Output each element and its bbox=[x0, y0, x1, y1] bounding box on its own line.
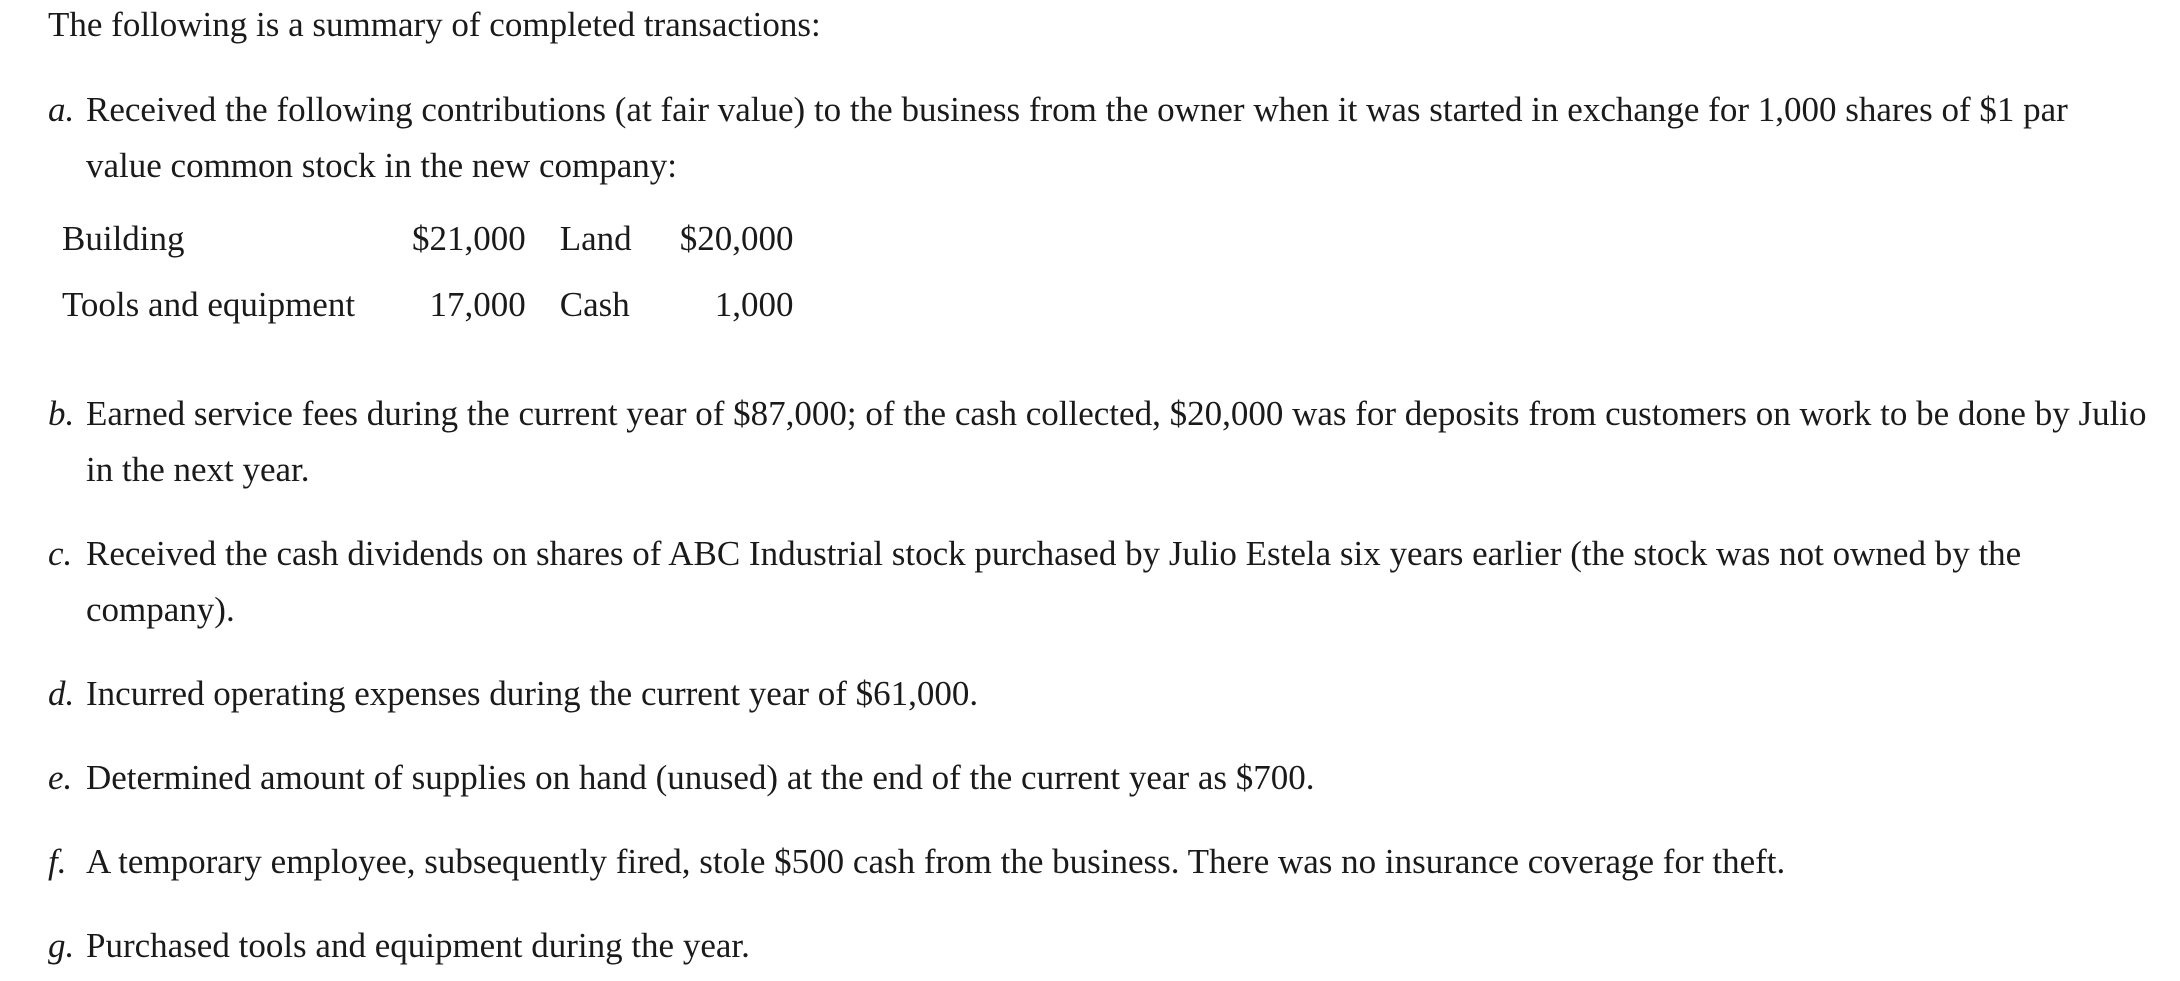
transaction-a bbox=[48, 82, 2148, 194]
contribution-label: Cash bbox=[559, 285, 630, 324]
item-text: Determined amount of supplies on hand (unused) at the end of the current year as $700. bbox=[86, 758, 1315, 797]
item-text: Received the following contributions (at fair value) to the business from the owner when it was started in exchange for 1,000 shares of $1 par value common stock in the new company: bbox=[86, 90, 2068, 185]
table-row bbox=[62, 206, 794, 272]
table-row bbox=[62, 272, 794, 338]
intro-text: The following is a summary of completed transactions: bbox=[48, 5, 821, 44]
contribution-label: Land bbox=[559, 219, 632, 258]
contribution-label: Tools and equipment bbox=[62, 285, 356, 324]
contribution-amount: 1,000 bbox=[714, 285, 794, 324]
item-text: Purchased tools and equipment during the year. bbox=[86, 926, 750, 965]
item-text: Earned service fees during the current year of $87,000; of the cash collected, $20,000 was for deposits from customers on work to be done by Julio in the next year. bbox=[86, 394, 2147, 489]
contributions-table bbox=[62, 206, 794, 338]
transaction-c bbox=[48, 526, 2148, 638]
transaction-f bbox=[48, 834, 2148, 890]
item-letter: d. bbox=[48, 674, 75, 713]
contribution-label: Building bbox=[62, 219, 185, 258]
item-letter: a. bbox=[48, 90, 75, 129]
item-text: Incurred operating expenses during the current year of $61,000. bbox=[86, 674, 979, 713]
item-text: Received the cash dividends on shares of ABC Industrial stock purchased by Julio Estela six years earlier (the stock was not owned by the company). bbox=[86, 534, 2022, 629]
item-letter: g. bbox=[48, 926, 75, 965]
item-letter: e. bbox=[48, 758, 73, 797]
contribution-amount: 17,000 bbox=[429, 285, 526, 324]
item-text: A temporary employee, subsequently fired, stole $500 cash from the business. There was no insurance coverage for theft. bbox=[86, 842, 1786, 881]
transaction-b bbox=[48, 386, 2148, 498]
item-letter: b. bbox=[48, 394, 75, 433]
transaction-d bbox=[48, 666, 2148, 722]
transaction-g bbox=[48, 918, 2148, 974]
contribution-amount: $20,000 bbox=[679, 219, 794, 258]
item-letter: f. bbox=[48, 842, 67, 881]
item-letter: c. bbox=[48, 534, 73, 573]
transaction-e bbox=[48, 750, 2148, 806]
contribution-amount: $21,000 bbox=[412, 219, 526, 258]
